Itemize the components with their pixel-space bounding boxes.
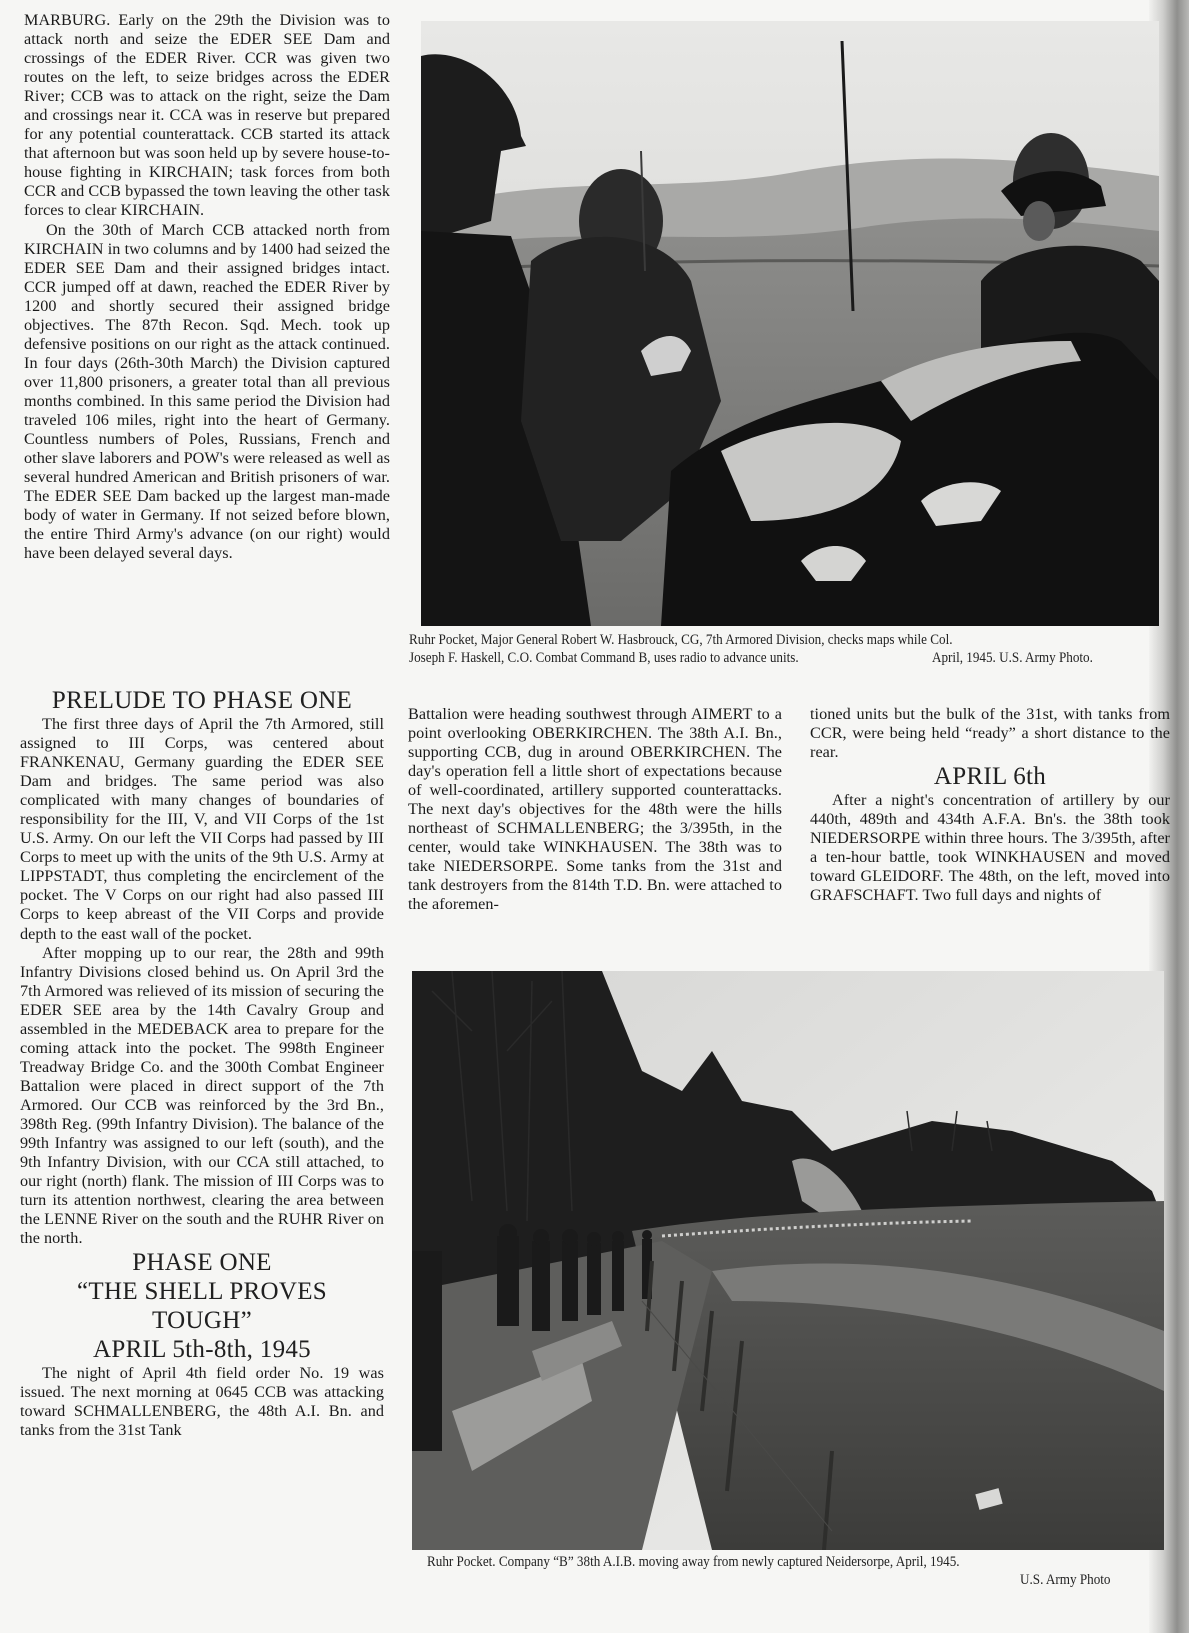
paragraph: After a night's concentration of artillery by our 440th, 489th and 434th A.F.A. Bn's. the 38th took NIEDERSORPE within three hours. The 3/395th, after a ten-hour battle, took WINKHAUSEN and moved toward GLEIDORF. The 48th, on the left, moved into GRAFSCHAFT. Two full days and nights of	[810, 791, 1170, 905]
photo-officers-radio	[421, 21, 1159, 626]
paragraph: On the 30th of March CCB attacked north from KIRCHAIN in two columns and by 1400 had seized the EDER SEE Dam and their assigned bridges intact. CCR jumped off at dawn, reached the EDER River by 1200 and shortly secured their assigned bridge objectives. The 87th Recon. Sqd. Mech. took up defensive positions on our right as the attack continued. In four days (26th-30th March) the Division captured over 11,800 prisoners, a greater total than all previous months combined. In this same period the Division had traveled 106 miles, right into the heart of Germany. Countless numbers of Poles, Russians, French and other slave laborers and POW's were released as well as several hundred American and British prisoners of war. The EDER SEE Dam backed up the largest man-made body of water in Germany. If not seized before blown, the entire Third Army's advance (on our right) would have been delayed several days.	[24, 220, 390, 563]
column-2-text	[408, 705, 782, 915]
paragraph: tioned units but the bulk of the 31st, with tanks from CCR, were being held “ready” a short distance to the rear.	[810, 705, 1170, 762]
heading-line: TOUGH”	[152, 1307, 252, 1335]
paragraph: After mopping up to our rear, the 28th and 99th Infantry Divisions closed behind us. On April 3rd the 7th Armored was relieved of its mission of securing the EDER SEE area by the 14th Cavalry Group and assembled in the MEDEBACK area to prepare for the coming attack into the pocket. The 998th Engineer Treadway Bridge Co. and the 300th Combat Engineer Battalion were placed in direct support of the 7th Armored. Our CCB was reinforced by the 3rd Bn., 398th Reg. (99th Infantry Division). The balance of the 99th Infantry was assigned to our left (south), and the 9th Infantry Division, with our CCA still attached, to our right (north) flank. The mission of III Corps was to turn its attention northwest, clearing the area between the LENNE River on the south and the RUHR River on the north.	[20, 943, 384, 1248]
photo-officers-radio-image	[421, 21, 1159, 626]
photo-company-b-march-image	[412, 971, 1164, 1550]
paragraph: The night of April 4th field order No. 19 was issued. The next morning at 0645 CCB was attacking toward SCHMALLENBERG, the 48th A.I. Bn. and tanks from the 31st Tank	[20, 1364, 384, 1440]
photo-company-b-march	[412, 971, 1164, 1550]
paragraph: Battalion were heading southwest through AIMERT to a point overlooking OBERKIRCHEN. The 38th A.I. Bn., supporting CCB, dug in around OBERKIRCHEN. The day's operation fell a little short of expectations because of well-coordinated, artillery supported counterattacks. The next day's objectives for the 48th were the hills northeast of SCHMALLENBERG; the 3/395th, in the center, would take WINKHAUSEN. The 38th was to take NIEDERSORPE. Some tanks from the 31st and tank destroyers from the 814th T.D. Bn. were attached to the aforemen-	[408, 705, 782, 914]
prelude-section	[20, 686, 384, 1441]
section-heading-phase-one	[20, 1248, 384, 1364]
photo-company-b-march-credit: U.S. Army Photo	[1020, 1572, 1111, 1588]
paragraph: The first three days of April the 7th Armored, still assigned to III Corps, was centered about FRANKENAU, Germany guarding the EDER SEE Dam and bridges. The same period was also complicated with many changes of boundaries of responsibility for the III, V, and VII Corps of the 1st U.S. Army. On our left the VII Corps had passed by III Corps to meet up with the units of the 9th U.S. Army at LIPPSTADT, thus completing the encirclement of the pocket. The V Corps on our right had also passed III Corps to keep abreast of the VII Corps and provide depth to the east wall of the pocket.	[20, 715, 384, 943]
column-3-text	[810, 705, 1170, 905]
section-heading-prelude: PRELUDE TO PHASE ONE	[51, 687, 353, 714]
paragraph: MARBURG. Early on the 29th the Division was to attack north and seize the EDER SEE Dam and crossings of the EDER River. CCR was given two routes on the left, to seize bridges across the EDER River; CCB was to attack on the right, seize the Dam and crossings near it. CCA was in reserve but prepared for any potential counterattack. CCB started its attack that afternoon but was soon held up by severe house-to-house fighting in KIRCHAIN; task forces from both CCR and CCB bypassed the town leaving the other task forces to clear KIRCHAIN.	[24, 11, 390, 220]
photo-officers-radio-caption: Ruhr Pocket, Major General Robert W. Hasbrouck, CG, 7th Armored Division, checks maps while Col.	[409, 632, 953, 648]
heading-line: PHASE ONE	[132, 1249, 272, 1277]
heading-line-dates: APRIL 5th-8th, 1945	[93, 1336, 311, 1364]
heading-line: “THE SHELL PROVES	[77, 1278, 327, 1306]
photo-officers-radio-credit: April, 1945. U.S. Army Photo.	[932, 650, 1093, 666]
photo-officers-radio-caption-line2: Joseph F. Haskell, C.O. Combat Command B, uses radio to advance units.	[409, 650, 799, 666]
photo-company-b-march-caption: Ruhr Pocket. Company “B” 38th A.I.B. moving away from newly captured Neidersorpe, April, 1945.	[427, 1554, 960, 1570]
column-1-text	[24, 11, 390, 563]
section-heading-april-6th: APRIL 6th	[933, 763, 1047, 791]
